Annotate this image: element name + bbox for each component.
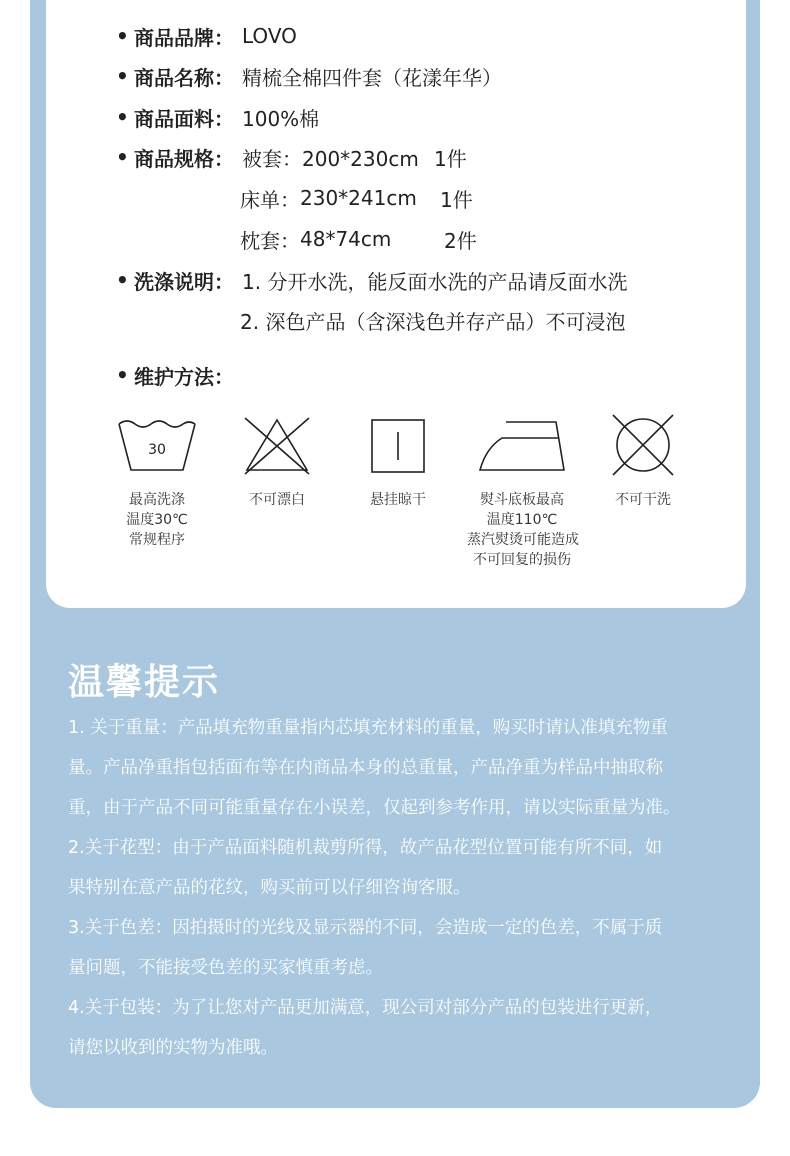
size-line-pillow xyxy=(240,224,477,254)
tips-line: 2.关于花型：由于产品面料随机裁剪所得，故产品花型位置可能有所不同，如 xyxy=(68,838,663,858)
wash-30-icon xyxy=(115,414,199,476)
size-item-dims: 48*74cm xyxy=(300,227,392,251)
care-caption xyxy=(222,490,332,510)
bullet: • xyxy=(116,363,129,387)
size-item-qty: 1件 xyxy=(440,187,473,212)
size-item-name: 被套： xyxy=(242,146,302,171)
size-line-sheet xyxy=(240,183,473,213)
spec-label-size: 商品规格： xyxy=(134,146,234,171)
tips-line: 量问题，不能接受色差的买家慎重考虑。 xyxy=(68,958,383,978)
spec-name-row xyxy=(116,61,502,91)
bullet: • xyxy=(116,105,129,129)
size-item-dims: 230*241cm xyxy=(300,186,417,210)
line-dry-icon xyxy=(356,414,440,476)
spec-brand-row xyxy=(116,21,297,51)
bullet: • xyxy=(116,64,129,88)
bullet: • xyxy=(116,145,129,169)
tips-line: 1. 关于重量：产品填充物重量指内芯填充材料的重量，购买时请认准填充物重 xyxy=(68,718,668,738)
spec-label-care: 维护方法： xyxy=(134,364,234,389)
spec-label-name: 商品名称： xyxy=(134,65,234,90)
caption-line: 悬挂晾干 xyxy=(370,492,426,508)
size-item-qty: 1件 xyxy=(434,146,467,171)
tips-line: 4.关于包装：为了让您对产品更加满意，现公司对部分产品的包装进行更新， xyxy=(68,998,663,1018)
care-caption xyxy=(343,490,453,510)
caption-line: 常规程序 xyxy=(129,532,185,548)
spec-value-fabric: 100%棉 xyxy=(242,106,320,131)
iron-icon xyxy=(476,414,568,476)
size-line-duvet xyxy=(242,143,467,172)
care-no-bleach xyxy=(222,414,332,510)
no-dry-clean-icon xyxy=(601,414,685,476)
tips-body xyxy=(68,708,740,1068)
care-no-dry-clean xyxy=(588,414,698,510)
spec-size-row xyxy=(116,142,467,172)
size-item-dims: 200*230cm xyxy=(302,146,419,171)
caption-line: 不可回复的损伤 xyxy=(473,552,571,568)
care-caption xyxy=(467,490,577,570)
tips-line: 量。产品净重指包括面布等在内商品本身的总重量，产品净重为样品中抽取称 xyxy=(68,758,663,778)
caption-line: 不可干洗 xyxy=(615,492,671,508)
tips-line: 3.关于色差：因拍摄时的光线及显示器的不同，会造成一定的色差，不属于质 xyxy=(68,918,663,938)
caption-line: 温度30℃ xyxy=(126,512,188,528)
caption-line: 熨斗底板最高 xyxy=(480,492,564,508)
caption-line: 温度110℃ xyxy=(486,512,558,528)
size-item-qty: 2件 xyxy=(444,228,477,253)
spec-label-washing: 洗涤说明： xyxy=(134,269,234,294)
care-line-dry xyxy=(343,414,453,510)
caption-line: 不可漂白 xyxy=(249,492,305,508)
tips-line: 重，由于产品不同可能重量存在小误差，仅起到参考作用，请以实际重量为准。 xyxy=(68,798,681,818)
caption-line: 蒸汽熨烫可能造成 xyxy=(467,532,579,548)
size-item-name: 枕套： xyxy=(240,228,300,253)
washing-line-2: 2. 深色产品（含深浅色并存产品）不可浸泡 xyxy=(240,309,626,334)
care-caption xyxy=(588,490,698,510)
caption-line: 最高洗涤 xyxy=(129,492,185,508)
tips-line: 果特别在意产品的花纹，购买前可以仔细咨询客服。 xyxy=(68,878,471,898)
care-caption xyxy=(102,490,212,550)
spec-fabric-row xyxy=(116,102,319,132)
washing-line-1: 1. 分开水洗，能反面水洗的产品请反面水洗 xyxy=(242,269,628,294)
bullet: • xyxy=(116,24,129,48)
spec-label-brand: 商品品牌： xyxy=(134,25,234,50)
spec-washing-row xyxy=(116,265,627,295)
wash-temp-number: 30 xyxy=(148,442,166,458)
bullet: • xyxy=(116,268,129,292)
spec-value-brand: LOVO xyxy=(242,24,297,48)
tips-line: 请您以收到的实物为准哦。 xyxy=(68,1038,278,1058)
spec-value-name: 精梳全棉四件套（花漾年华） xyxy=(242,65,502,90)
tips-title: 温馨提示 xyxy=(68,662,221,703)
care-iron xyxy=(467,414,577,570)
no-bleach-icon xyxy=(235,414,319,476)
care-wash-30 xyxy=(102,414,212,550)
size-item-name: 床单： xyxy=(240,187,300,212)
spec-label-fabric: 商品面料： xyxy=(134,106,234,131)
spec-care-row xyxy=(116,360,242,390)
